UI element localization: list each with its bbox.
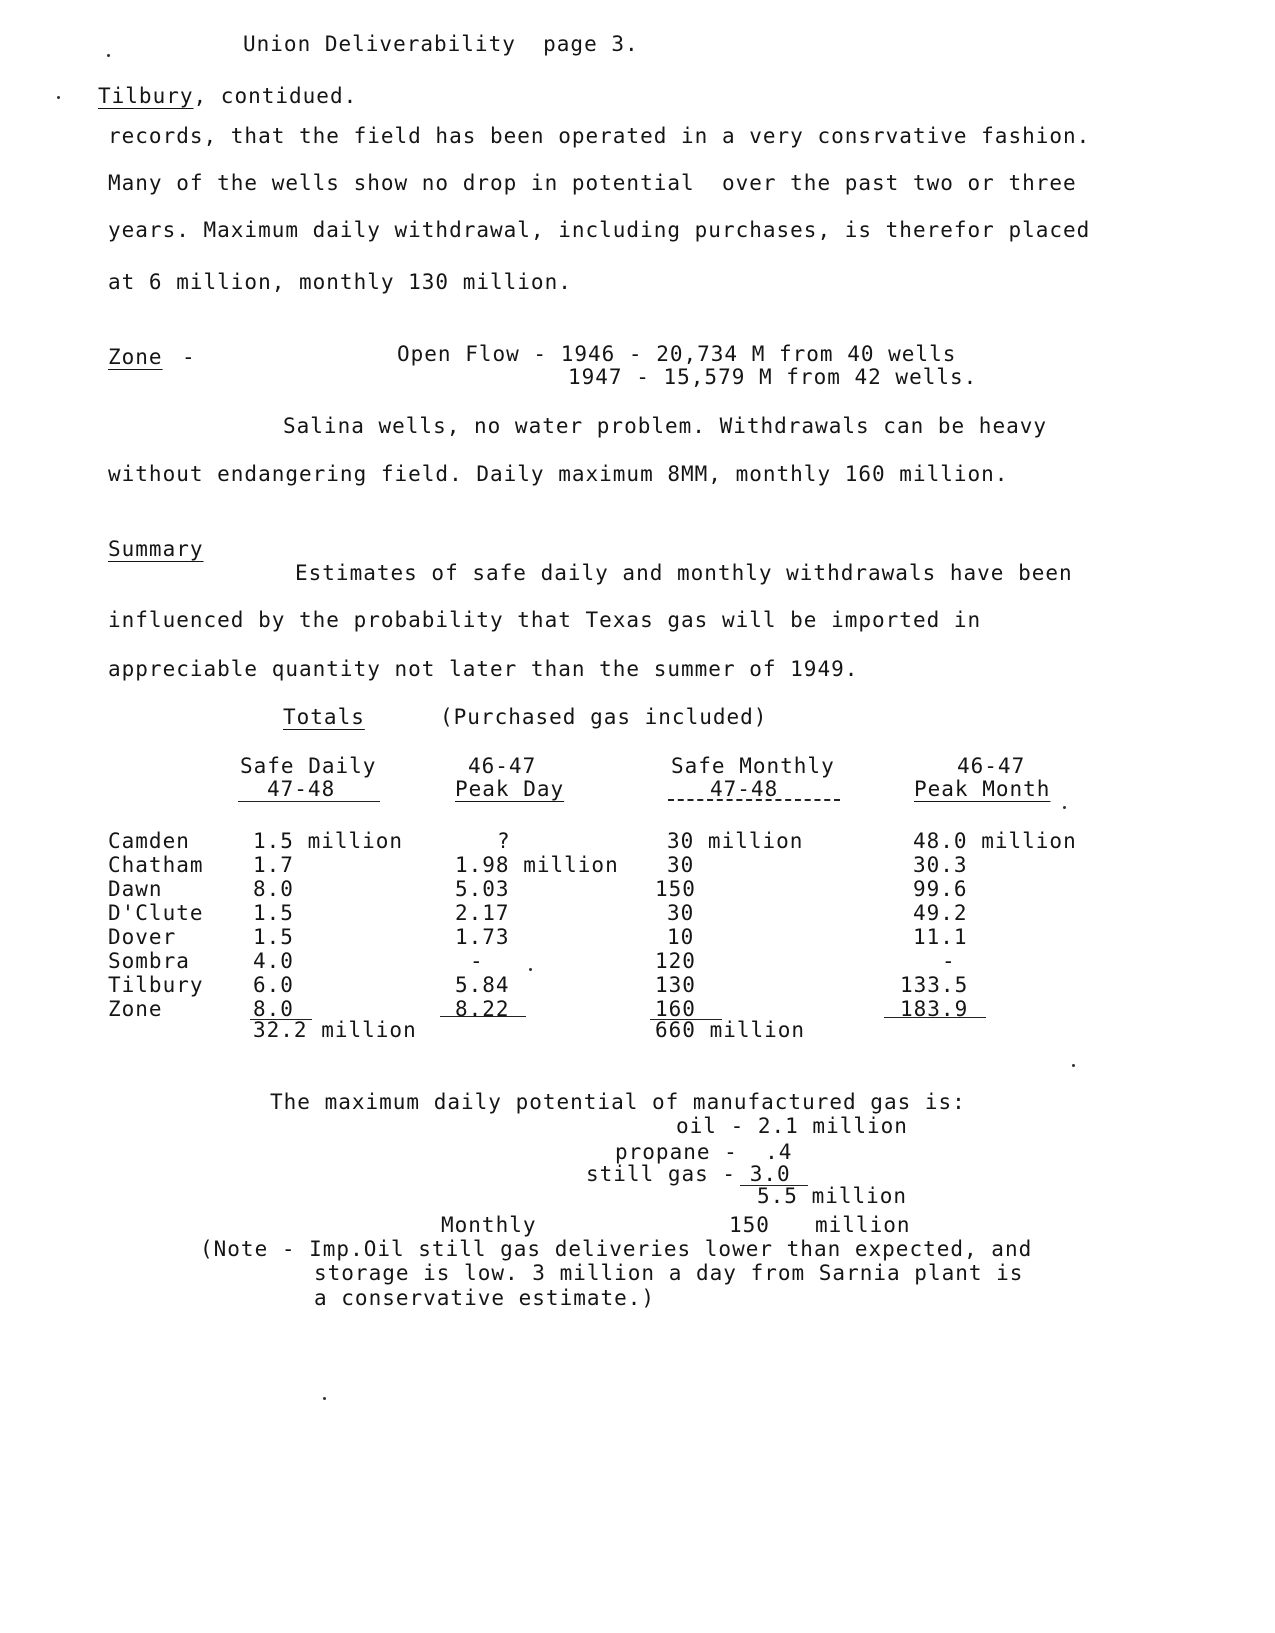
col-header-safe-daily-year: 47-48 xyxy=(267,777,336,801)
col-header-peak-day: Peak Day xyxy=(455,777,565,801)
row-peak-month: 183.9 xyxy=(900,997,969,1021)
header-underline xyxy=(668,799,840,801)
tilbury-line: records, that the field has been operated in a very consrvative fashion. xyxy=(108,124,1091,148)
row-name: Tilbury xyxy=(108,973,204,997)
row-peak-month: 11.1 xyxy=(913,925,968,949)
col-header-safe-daily: Safe Daily xyxy=(240,754,377,778)
total-safe-monthly: 660 million xyxy=(655,1018,806,1042)
row-peak-month: 99.6 xyxy=(913,877,968,901)
row-safe-daily: 1.5 xyxy=(253,925,294,949)
zone-open-flow-1947: 1947 - 15,579 M from 42 wells. xyxy=(568,365,978,389)
row-safe-daily: 1.5 million xyxy=(253,829,404,853)
scan-speck xyxy=(323,1397,326,1400)
col-header-peak-day-year: 46-47 xyxy=(468,754,537,778)
page-header: Union Deliverability page 3. xyxy=(243,32,639,56)
continued-field-name: Tilbury xyxy=(98,84,194,108)
note-line: storage is low. 3 million a day from Sarnia plant is xyxy=(314,1261,1024,1285)
manufactured-monthly-value: 150 xyxy=(729,1213,770,1237)
row-safe-daily: 6.0 xyxy=(253,973,294,997)
row-peak-month: 30.3 xyxy=(913,853,968,877)
continued-suffix: , contidued. xyxy=(193,84,358,108)
row-peak-month: 48.0 million xyxy=(913,829,1077,853)
manufactured-sum: 5.5 million xyxy=(757,1184,908,1208)
scan-speck xyxy=(1072,1064,1075,1067)
col-header-peak-month-year: 46-47 xyxy=(957,754,1026,778)
row-safe-monthly: 160 xyxy=(655,997,696,1021)
scan-speck xyxy=(1063,806,1066,809)
row-name: Chatham xyxy=(108,853,204,877)
note-line: (Note - Imp.Oil still gas deliveries lower than expected, and xyxy=(200,1237,1033,1261)
row-safe-monthly: 130 xyxy=(655,973,696,997)
note-line: a conservative estimate.) xyxy=(314,1286,656,1310)
totals-note: (Purchased gas included) xyxy=(440,705,768,729)
manufactured-propane: propane - .4 xyxy=(615,1140,793,1164)
scan-speck xyxy=(529,968,532,971)
sum-rule xyxy=(440,1016,526,1017)
col-header-peak-month: Peak Month xyxy=(914,777,1051,801)
row-peak-day: 5.84 xyxy=(455,973,510,997)
tilbury-line: Many of the wells show no drop in potential over the past two or three xyxy=(108,171,1077,195)
row-name: Dover xyxy=(108,925,177,949)
totals-heading: Totals xyxy=(283,705,365,729)
manufactured-intro: The maximum daily potential of manufactured gas is: xyxy=(270,1090,966,1114)
summary-heading: Summary xyxy=(108,537,204,561)
zone-dash: - xyxy=(182,345,196,369)
summary-line: appreciable quantity not later than the summer of 1949. xyxy=(108,657,859,681)
row-peak-month: 133.5 xyxy=(900,973,969,997)
zone-paragraph-line: Salina wells, no water problem. Withdrawals can be heavy xyxy=(283,414,1048,438)
row-safe-daily: 4.0 xyxy=(253,949,294,973)
row-safe-daily: 1.7 xyxy=(253,853,294,877)
row-peak-month: - xyxy=(942,949,956,973)
row-name: Sombra xyxy=(108,949,190,973)
summary-line: influenced by the probability that Texas gas will be imported in xyxy=(108,608,982,632)
summary-line: Estimates of safe daily and monthly withdrawals have been xyxy=(295,561,1073,585)
row-safe-monthly: 30 xyxy=(667,853,695,877)
row-peak-day: 1.98 million xyxy=(455,853,619,877)
row-peak-day: - xyxy=(470,949,484,973)
row-peak-day: ? xyxy=(497,829,511,853)
row-peak-day: 8.22 xyxy=(455,997,510,1021)
row-peak-day: 2.17 xyxy=(455,901,510,925)
manufactured-monthly-label: Monthly xyxy=(441,1213,537,1237)
manufactured-still-gas: still gas - 3.0 xyxy=(586,1162,791,1186)
row-name: Dawn xyxy=(108,877,163,901)
row-safe-monthly: 30 xyxy=(667,901,695,925)
tilbury-line: years. Maximum daily withdrawal, including purchases, is therefor placed xyxy=(108,218,1091,242)
col-header-safe-monthly: Safe Monthly xyxy=(671,754,835,778)
scan-speck xyxy=(107,54,110,57)
total-safe-daily: 32.2 million xyxy=(253,1018,417,1042)
sum-rule xyxy=(884,1017,986,1018)
row-name: D'Clute xyxy=(108,901,204,925)
row-peak-day: 1.73 xyxy=(455,925,510,949)
row-safe-monthly: 30 million xyxy=(667,829,804,853)
scan-speck xyxy=(57,96,60,99)
manufactured-oil: oil - 2.1 million xyxy=(676,1114,908,1138)
header-underline xyxy=(238,801,380,802)
row-safe-daily: 8.0 xyxy=(253,997,294,1021)
row-safe-monthly: 150 xyxy=(655,877,696,901)
row-peak-month: 49.2 xyxy=(913,901,968,925)
row-safe-monthly: 10 xyxy=(667,925,695,949)
row-peak-day: 5.03 xyxy=(455,877,510,901)
zone-paragraph-line: without endangering field. Daily maximum 8MM, monthly 160 million. xyxy=(108,462,1009,486)
zone-open-flow-1946: Open Flow - 1946 - 20,734 M from 40 wells xyxy=(397,342,957,366)
manufactured-monthly-unit: million xyxy=(815,1213,911,1237)
row-name: Zone xyxy=(108,997,163,1021)
tilbury-line: at 6 million, monthly 130 million. xyxy=(108,270,572,294)
row-name: Camden xyxy=(108,829,190,853)
continued-heading xyxy=(98,84,357,108)
col-header-safe-monthly-year: 47-48 xyxy=(710,777,779,801)
zone-heading: Zone xyxy=(108,345,163,369)
row-safe-daily: 1.5 xyxy=(253,901,294,925)
row-safe-daily: 8.0 xyxy=(253,877,294,901)
row-safe-monthly: 120 xyxy=(655,949,696,973)
